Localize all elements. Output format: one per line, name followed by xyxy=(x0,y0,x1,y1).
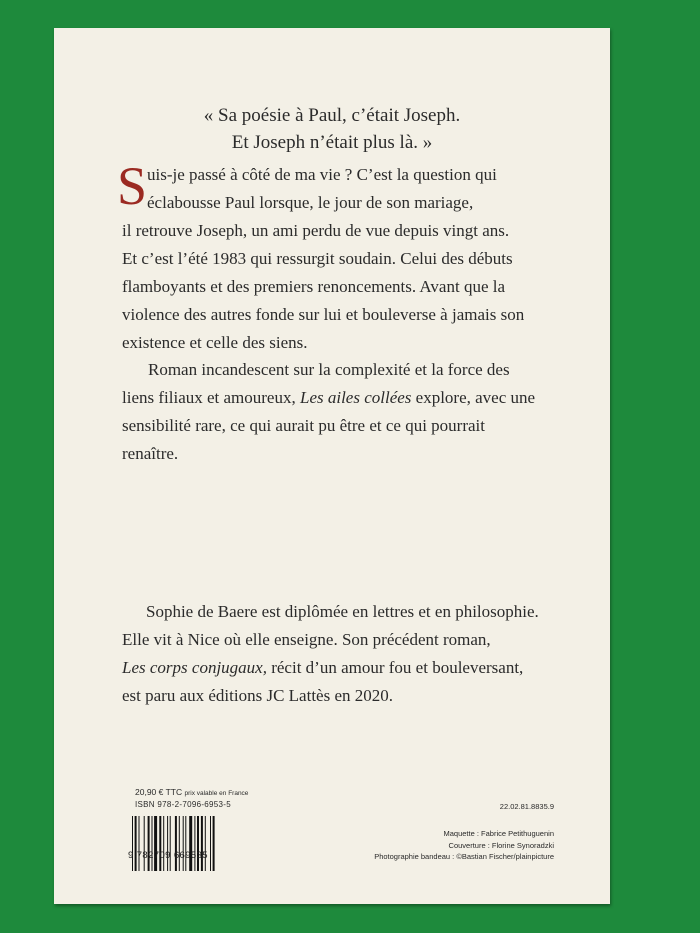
price-label xyxy=(135,787,248,797)
synopsis-line: existence et celle des siens. xyxy=(122,333,308,352)
barcode-bar xyxy=(189,816,192,871)
pull-quote xyxy=(54,102,610,156)
bio-line: est paru aux éditions JC Lattès en 2020. xyxy=(122,686,394,705)
synopsis-paragraph xyxy=(117,156,584,357)
review-text: explore, avec une xyxy=(411,388,536,407)
previous-book-title: Les corps conjugaux, xyxy=(122,658,267,677)
barcode-bar xyxy=(201,816,203,871)
bio-line: Elle vit à Nice où elle enseigne. Son précédent roman, xyxy=(122,630,491,649)
barcode-bar xyxy=(205,816,206,871)
book-title: Les ailes collées xyxy=(299,388,412,407)
synopsis-line: violence des autres fonde sur lui et bouleverse à jamais son xyxy=(122,305,525,324)
quote-line-1: « Sa poésie à Paul, c’était Joseph. xyxy=(203,105,461,126)
bio-text: récit d’un amour fou et bouleversant, xyxy=(266,658,524,677)
barcode-bar xyxy=(213,816,215,871)
barcode-bar xyxy=(139,816,140,871)
barcode-bar xyxy=(179,816,180,871)
synopsis-line: flamboyants et des premiers renoncements. Avant que la xyxy=(122,277,506,296)
author-bio xyxy=(122,598,584,710)
credit-photo: Photographie bandeau : ©Bastian Fischer/plainpicture xyxy=(374,852,554,861)
barcode-bar xyxy=(175,816,177,871)
bio-line xyxy=(122,654,584,682)
price-amount: 20,90 € TTC xyxy=(135,787,183,797)
price-note: prix valable en France xyxy=(184,790,249,797)
review-line: sensibilité rare, ce qui aurait pu être et ce qui pourrait xyxy=(122,416,485,435)
barcode-digits: 9 782709 669535 xyxy=(128,850,208,861)
credits xyxy=(374,828,554,863)
bio-line: Sophie de Baere est diplômée en lettres et en philosophie. xyxy=(146,602,539,621)
synopsis-line: uis-je passé à côté de ma vie ? C’est la question qui xyxy=(147,165,497,184)
barcode-bar xyxy=(148,816,150,871)
barcode-bar xyxy=(159,816,161,871)
credit-cover: Couverture : Florine Synoradzki xyxy=(448,840,554,850)
drop-cap: S xyxy=(117,156,148,216)
barcode-bar xyxy=(132,816,133,871)
quote-line-2: Et Joseph n’était plus là. » xyxy=(231,132,433,153)
synopsis-line: éclabousse Paul lorsque, le jour de son mariage, xyxy=(147,193,474,212)
synopsis-line: il retrouve Joseph, un ami perdu de vue depuis vingt ans. xyxy=(122,221,510,240)
barcode-bar xyxy=(135,816,137,871)
review-line xyxy=(122,384,584,412)
barcode-bar xyxy=(197,816,199,871)
barcode-bar xyxy=(152,816,153,871)
barcode xyxy=(128,816,242,876)
barcode-bar xyxy=(167,816,168,871)
barcode-bar xyxy=(183,816,184,871)
synopsis-line: Et c’est l’été 1983 qui ressurgit soudain. Celui des débuts xyxy=(122,249,513,268)
barcode-bar xyxy=(185,816,186,871)
barcode-bar xyxy=(163,816,164,871)
review-line: Roman incandescent sur la complexité et la force des xyxy=(148,360,510,379)
credit-layout: Maquette : Fabrice Petithuguenin xyxy=(443,829,554,838)
internal-code: 22.02.81.8835.9 xyxy=(499,802,554,811)
barcode-bar xyxy=(194,816,195,871)
barcode-bar xyxy=(144,816,145,871)
isbn-label: ISBN 978-2-7096-6953-5 xyxy=(135,800,231,809)
barcode-bar xyxy=(210,816,211,871)
review-paragraph xyxy=(122,356,584,468)
barcode-bar xyxy=(170,816,171,871)
review-text: liens filiaux et amoureux, xyxy=(122,388,300,407)
book-back-cover xyxy=(54,28,610,904)
barcode-bar xyxy=(154,816,157,871)
review-line: renaître. xyxy=(122,444,179,463)
